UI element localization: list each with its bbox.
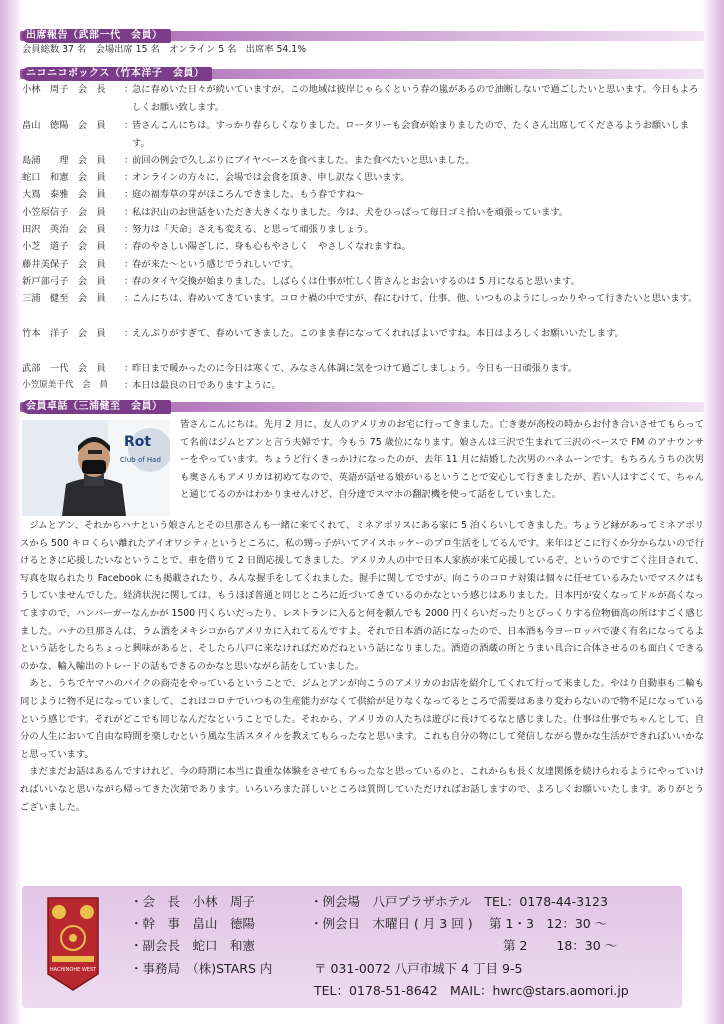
speech-paragraph-4: まだまだお話はあるんですけれど、今の時期に本当に貴重な体験をさせてもらったなと思っているのと、これからも長く友達関係を続けられるようにやっていければいいなと思いながら帰ってきた次第であります。いろいろまた詳しいところは質問していただければお話しますので、よろしくお願いいたします。ありがとうございました。	[20, 766, 704, 813]
speech-paragraph-3: あと、うちでヤマハのバイクの商売をやっているということで、ジムとアンが向こうのアメリカのお店を紹介してくれて行って来ました。やはり自動車も二輪も同じように物不足になっていまして、これはコロナでいつもの生産能力がなくて供給が足りなくなってるところで需要はあまり変わらないので物不足になっているという感じです。それがどこでも同じなんだなということでした。それから、アメリカの人たちは遊びに長けてるなと感じました。仕事は仕事でちゃんとして、自分の人生において自由な時間を楽しむという風な生活スタイルを教えてもらったなと思います。これも自分の物にして発信しながら豊かな生活ができればいいかなと思っています。	[20, 678, 704, 760]
right-decoration	[702, 0, 724, 1024]
secretary: ・幹 事 畠山 徳陽	[130, 916, 256, 931]
member-comment: こんにちは、春めいてきています。コロナ禍の中ですが、春にむけて、仕事、他、いつものようにしっかりやって行きたいと思います。	[132, 293, 698, 304]
speech-body	[20, 517, 704, 816]
attendance-header	[20, 29, 704, 43]
member-name: 小林 周子 会 長	[22, 84, 106, 95]
president: ・会 長 小林 周子	[130, 894, 256, 909]
speech-header	[20, 400, 704, 414]
office: ・事務局 （株)STARS 内	[130, 961, 273, 976]
member-comment: 庭の福寿草の芽がほころんできました。もう春ですね～	[132, 189, 365, 200]
member-name: 小芝 道子 会 員	[22, 241, 106, 252]
meeting-day: ・例会日 木曜日 ( 月 3 回 ) 第 1・3 12：30 ～	[310, 916, 608, 931]
meeting-time-2: 第 2 18：30 ～	[503, 938, 618, 953]
member-name: 新戸部弓子 会 員	[22, 276, 106, 287]
member-name: 蛇口 和憲 会 員	[22, 172, 106, 183]
nikoniko-title: ニコニコボックス（竹本洋子 会員）	[22, 67, 212, 81]
member-name: 三浦 健至 会 員	[22, 293, 106, 304]
speaker-photo-illustration	[22, 420, 170, 516]
member-name: 武部 一代 会 員	[22, 363, 106, 374]
member-comment: 春が来た～という感じでうれしいです。	[132, 259, 299, 270]
venue: ・例会場 八戸プラザホテル TEL：0178-44-3123	[310, 894, 608, 909]
contact: TEL：0178-51-8642 MAIL：hwrc@stars.aomori.jp	[314, 983, 629, 998]
member-comment: 本日は最良の日でありますように。	[132, 380, 281, 391]
attendance-title: 出席報告（武部一代 会員）	[22, 29, 171, 43]
speech-paragraph-1: 皆さんこんにちは。先月 2 月に、友人のアメリカのお宅に行ってきました。亡き妻が高校の時からお付き合いさせてもらってて名前はジムとアンと言う夫婦です。今もう 75 歳位になります。娘さんは三沢で生まれて三沢のベースで FM のアナウンサーをやっています。ちょうど行くきっかけになったのが、去年 11 月に結婚した次男のハネムーンです。もちろんうちの次男も奥さんもアメリカは初めてなので、英語が話せる娘がいるということで安心して行きましたが、若い人はすごくて、ちゃんと通じてるのかはわかりませんけど、自分達でスマホの翻訳機を使って話をしていました。	[180, 419, 704, 501]
member-comment: 前回の例会で久しぶりにブイヤベースを食べました。また食べたいと思いました。	[132, 155, 475, 166]
member-comment: 努力は「天命」さえも変える、と思って頑張りましょう。	[132, 224, 374, 235]
attendance-line: 会員総数 37 名 会場出席 15 名 オンライン 5 名 出席率 54.1%	[22, 44, 307, 55]
sign-text: Rot	[124, 434, 152, 450]
badge-text: HACHINOHE WEST	[49, 967, 97, 973]
club-badge-logo	[44, 894, 102, 992]
sign-subtext: Club of Had	[120, 456, 161, 464]
member-name: 小笠原美千代 会 員	[22, 380, 108, 390]
member-name: 大嶌 泰雅 会 員	[22, 189, 106, 200]
speaker-photo	[22, 420, 170, 516]
member-comment: 昨日まで暖かったのに今日は寒くて、みなさん体調に気をつけて過ごしましょう。今日も一日頑張ります。	[132, 363, 578, 374]
member-name: 島浦 理 会 員	[22, 155, 106, 166]
address: 〒 031-0072 八戸市城下 4 丁目 9-5	[314, 961, 523, 976]
member-name: 畠山 徳陽 会 員	[22, 120, 106, 131]
member-name: 田沢 英治 会 員	[22, 224, 106, 235]
member-comment: 急に春めいた日々が続いていますが、この地域は彼岸じゃらくという春の嵐があるので油断しないで過ごしたいと思います。今日もよろしくお願い致します。	[132, 84, 699, 113]
club-info-footer	[22, 886, 682, 1008]
speech-title: 会員卓話（三浦健至 会員）	[22, 400, 171, 414]
member-comment: オンラインの方々に、会場では会食を頂き、申し訳なく思います。	[132, 172, 410, 183]
member-comment: 春のやさしい陽ざしに、身も心もやさしく やさしくなれますね。	[132, 241, 411, 252]
nikoniko-header	[20, 67, 704, 81]
member-comment: 春のタイヤ交換が始まりました。しばらくは仕事が忙しく皆さんとお会いするのは 5 月になると思います。	[132, 276, 580, 287]
member-name: 竹本 洋子 会 員	[22, 328, 106, 339]
vice-president: ・副会長 蛇口 和憲	[130, 938, 256, 953]
member-name: 小笠原信子 会 員	[22, 207, 106, 218]
speech-paragraph-2: ジムとアン、それからハナという娘さんとその旦那さんも一緒に来てくれて、ミネアポリスにある家に 5 泊くらいしてきました。ちょうど縁があってミネアポリスから 500 キロくらい離れたアイオワシティというところに、私の甥っ子がいてアイスホッケーのプロ生活をしてるんです。来年はどこに行くか分からないので行けるときに応援したいなということで、車を借りて 2 日間応援してきました。アメリカ人の中で日本人家族が来て応援しているぞ、というのですごく注目されて、写真を取られたり Facebook にも掲載されたり、みんな握手をしてくれました。握手に関してですが、向こうのコロナ対策は個々に任せているみたいでマスクはもうしていませんでした。経済状況に関しては、もうほぼ普通と同じところに近づいてきているのかなという感じはありました。日本円が安くなってドルが高くなってますので、ハンバーガーなんかが 1500 円くらいだったり、レストランに入ると何を頼んでも 2000 円くらいだったりとびっくりする位物価高の所はすごく感じました。ハナの旦那さんは、ラム酒をメキシコからアメリカに入れてるんですよ。それで日本酒の話になったので、日本酒も今ヨーロッパで凄く有名になってるよという話をしたらちょっと興味があると、そしたら八戸に来なければだめだねという話になりました。酒造の酒蔵の所とうまい具合に合体させるのも面白くできるのかな、輸入輸出のトレードの話もできるのかなと思いながら話をしていました。	[20, 520, 704, 672]
left-decoration	[0, 0, 22, 1024]
member-name: 藤井美保子 会 員	[22, 259, 106, 270]
member-comment: えんぶりがすぎて、春めいてきました。このまま春になってくれればよいですね。本日はよろしくお願いいたします。	[132, 328, 624, 339]
member-comment: 皆さんこんにちは。すっかり春らしくなりました。ロータリーも会食が始まりましたので、たくさん出席してくださるようお願いします。	[132, 120, 690, 149]
member-comment: 私は沢山のお世話をいただき大きくなりました。今は、犬をひっぱって毎日ゴミ拾いを頑張っています。	[132, 207, 569, 218]
